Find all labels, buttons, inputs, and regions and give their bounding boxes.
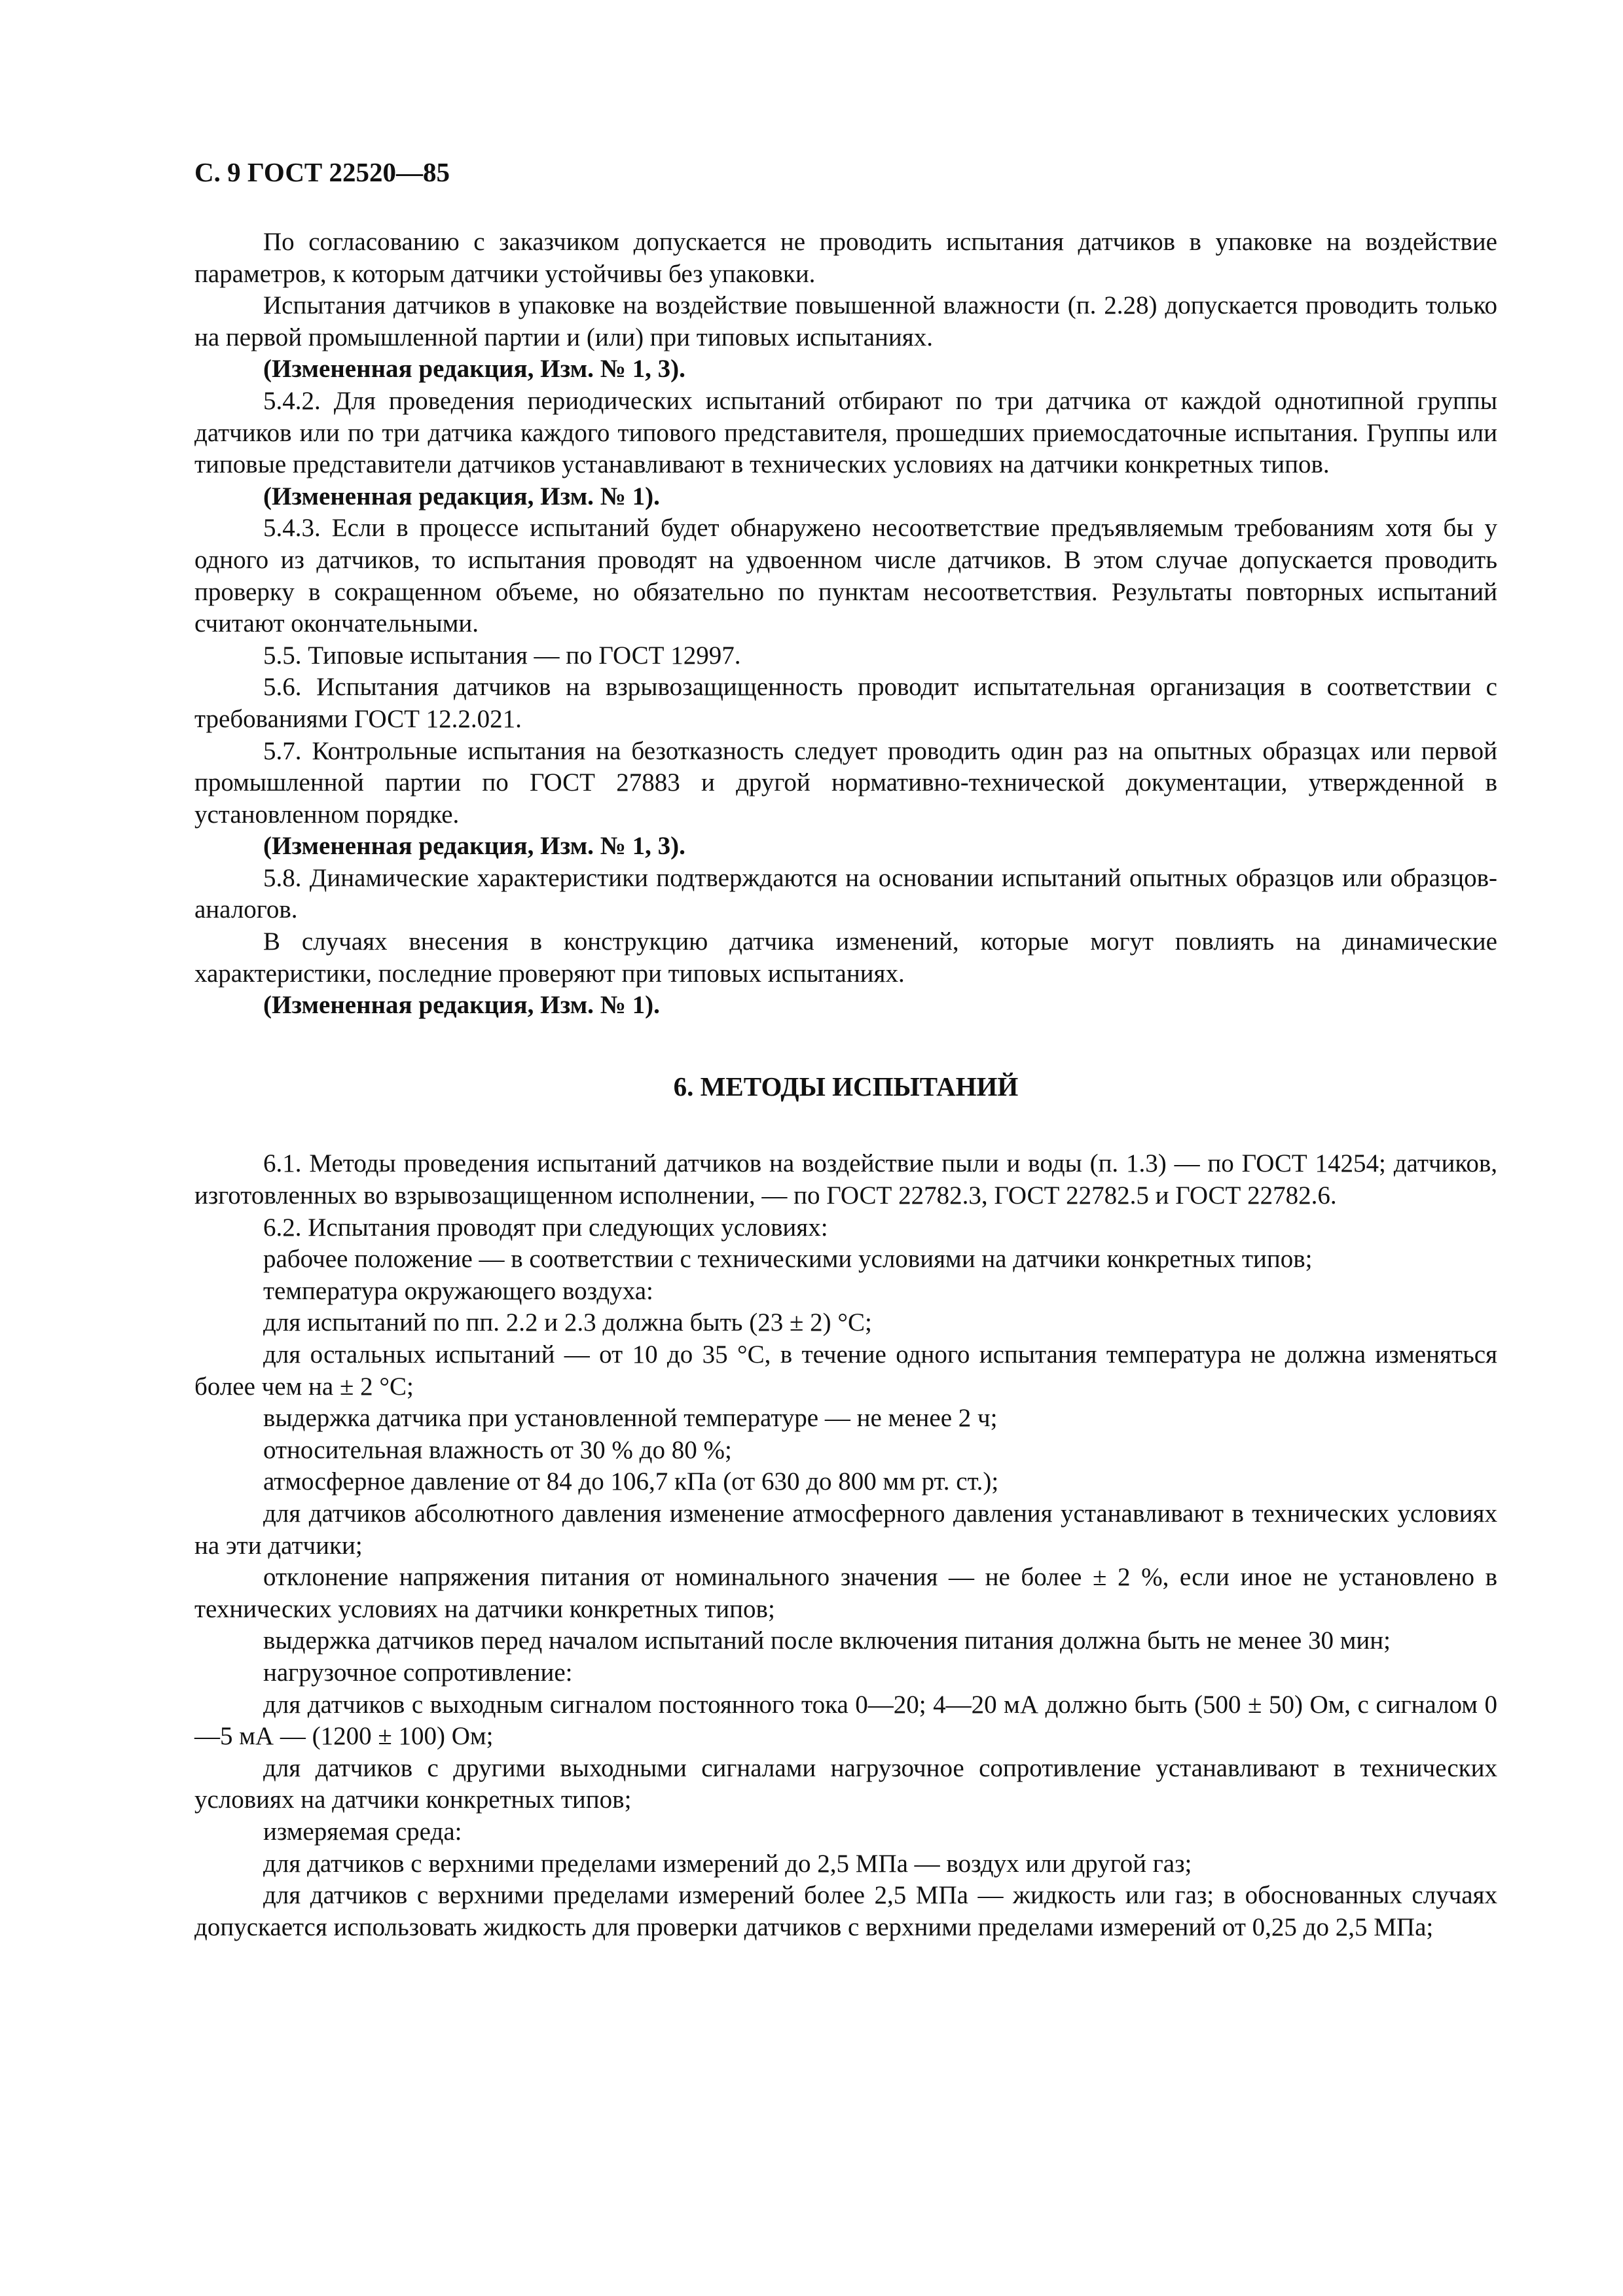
paragraph: В случаях внесения в конструкцию датчика изменений, которые могут повлиять на динамические характеристики, последние проверяют при типовых испытаниях. [194, 927, 1497, 988]
page-header: С. 9 ГОСТ 22520—85 [194, 157, 450, 187]
section-5-continuation [194, 226, 1497, 1022]
paragraph: 5.5. Типовые испытания — по ГОСТ 12997. [263, 641, 741, 670]
amendment-note: (Измененная редакция, Изм. № 1). [263, 991, 660, 1020]
paragraph: 6.1. Методы проведения испытаний датчиков на воздействие пыли и воды (п. 1.3) — по ГОСТ 14254; датчиков, изготовленных во взрывозащищенном исполнении, — по ГОСТ 22782.3, ГОСТ 22782.5 и ГОСТ 22782.6. [194, 1149, 1497, 1210]
paragraph: для остальных испытаний — от 10 до 35 °С, в течение одного испытания температура не должна изменяться более чем на ± 2 °С; [194, 1340, 1497, 1401]
paragraph: относительная влажность от 30 % до 80 %; [263, 1435, 732, 1464]
section-6-body [194, 1148, 1497, 1943]
paragraph: для датчиков с другими выходными сигналами нагрузочное сопротивление устанавливают в технических условиях на датчики конкретных типов; [194, 1753, 1497, 1814]
paragraph: температура окружающего воздуха: [263, 1276, 653, 1305]
paragraph: для датчиков с верхними пределами измерений до 2,5 МПа — воздух или другой газ; [263, 1849, 1192, 1878]
amendment-note: (Измененная редакция, Изм. № 1). [263, 482, 660, 511]
document-page [194, 156, 1497, 1943]
paragraph: нагрузочное сопротивление: [263, 1658, 573, 1687]
paragraph: выдержка датчиков перед началом испытаний после включения питания должна быть не менее 30 мин; [263, 1626, 1391, 1655]
paragraph: атмосферное давление от 84 до 106,7 кПа (от 630 до 800 мм рт. ст.); [263, 1467, 999, 1496]
amendment-note: (Измененная редакция, Изм. № 1, 3). [263, 832, 685, 861]
paragraph: Испытания датчиков в упаковке на воздействие повышенной влажности (п. 2.28) допускается проводить только на первой промышленной партии и (или) при типовых испытаниях. [194, 291, 1497, 351]
paragraph: 5.4.3. Если в процессе испытаний будет обнаружено несоответствие предъявляемым требованиям хотя бы у одного из датчиков, то испытания проводят на удвоенном числе датчиков. В этом случае допускается проводить проверку в сокращенном объеме, но обязательно по пунктам несоответствия. Результаты повторных испытаний считают окончательными. [194, 514, 1497, 638]
paragraph: для датчиков абсолютного давления изменение атмосферного давления устанавливают в технических условиях на эти датчики; [194, 1499, 1497, 1560]
amendment-note: (Измененная редакция, Изм. № 1, 3). [263, 355, 685, 384]
paragraph: 6.2. Испытания проводят при следующих условиях: [263, 1213, 828, 1242]
paragraph: выдержка датчика при установленной температуре — не менее 2 ч; [263, 1404, 998, 1433]
paragraph: рабочее положение — в соответствии с техническими условиями на датчики конкретных типов; [263, 1245, 1313, 1274]
paragraph: отклонение напряжения питания от номинального значения — не более ± 2 %, если иное не установлено в технических условиях на датчики конкретных типов; [194, 1563, 1497, 1623]
paragraph: 5.4.2. Для проведения периодических испытаний отбирают по три датчика от каждой однотипной группы датчиков или по три датчика каждого типового представителя, прошедших приемосдаточные испытания. Группы или типовые представители датчиков устанавливают в технических условиях на датчики конкретных типов. [194, 386, 1497, 479]
paragraph: 5.6. Испытания датчиков на взрывозащищенность проводит испытательная организация в соответствии с требованиями ГОСТ 12.2.021. [194, 673, 1497, 733]
paragraph: для датчиков с выходным сигналом постоянного тока 0—20; 4—20 мА должно быть (500 ± 50) Ом, с сигналом 0—5 мА — (1200 ± 100) Ом; [194, 1690, 1497, 1751]
section-title: 6. МЕТОДЫ ИСПЫТАНИЙ [673, 1071, 1019, 1102]
paragraph: 5.7. Контрольные испытания на безотказность следует проводить один раз на опытных образцах или первой промышленной партии по ГОСТ 27883 и другой нормативно-технической документации, утвержденной в установленном порядке. [194, 736, 1497, 829]
paragraph: для испытаний по пп. 2.2 и 2.3 должна быть (23 ± 2) °С; [263, 1308, 872, 1337]
paragraph: 5.8. Динамические характеристики подтверждаются на основании испытаний опытных образцов или образцов-аналогов. [194, 863, 1497, 924]
paragraph: для датчиков с верхними пределами измерений более 2,5 МПа — жидкость или газ; в обоснованных случаях допускается использовать жидкость для проверки датчиков с верхними пределами измерений от 0,25 до 2,5 МПа; [194, 1881, 1497, 1941]
paragraph: измеряемая среда: [263, 1817, 462, 1846]
paragraph: По согласованию с заказчиком допускается не проводить испытания датчиков в упаковке на воздействие параметров, к которым датчики устойчивы без упаковки. [194, 228, 1497, 288]
